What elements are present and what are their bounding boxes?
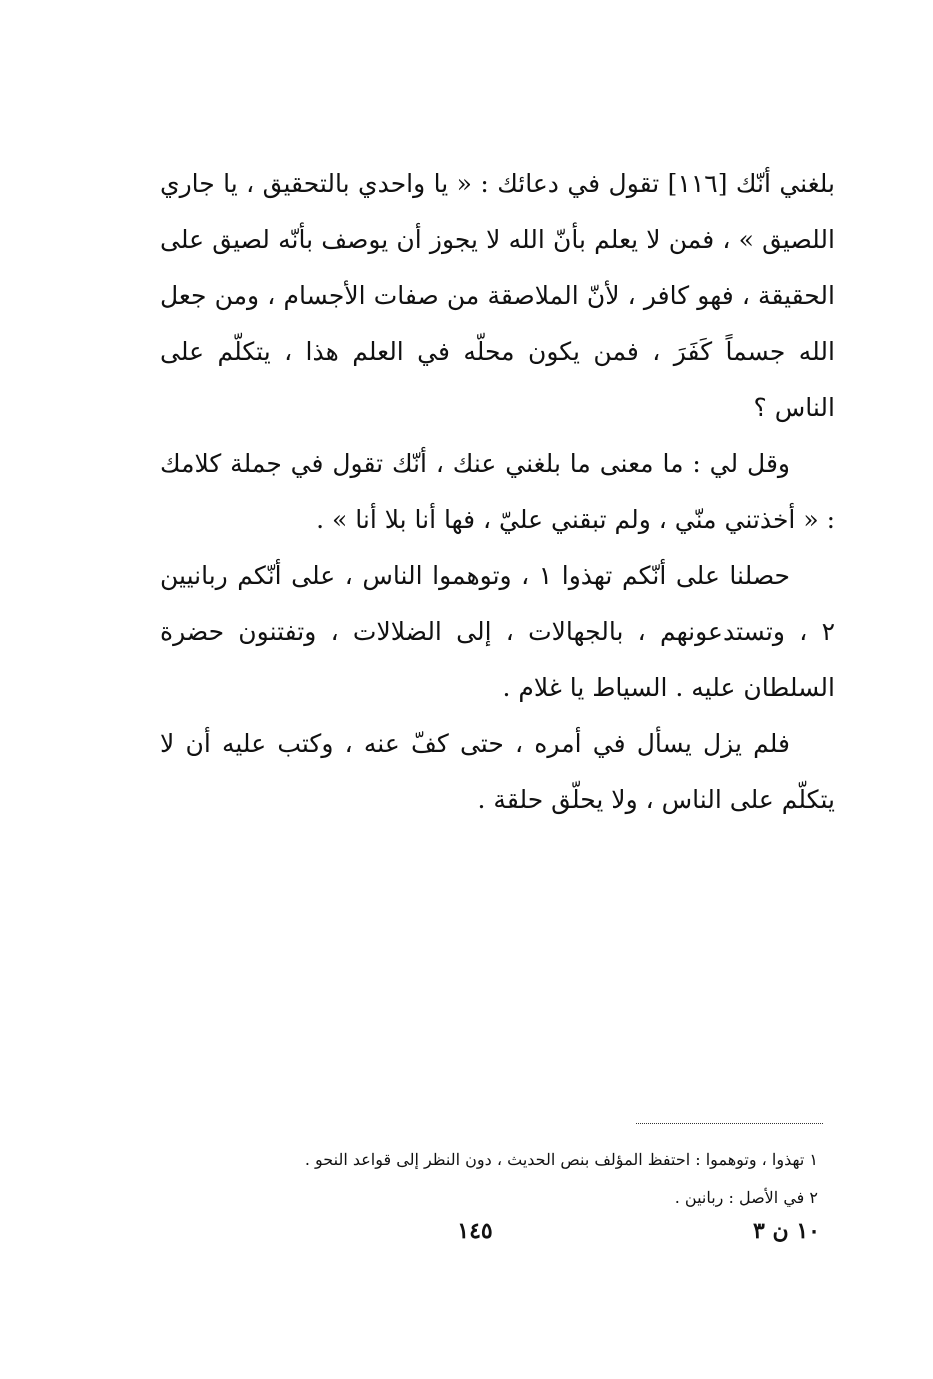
footnotes: [160, 1141, 818, 1217]
paragraph-3: حصلنا على أنّكم تهذوا ١ ، وتوهموا الناس ، على أنّكم ربانيين ٢ ، وتستدعونهم ، بالجهالات ، إلى الضلالات ، وتفتنون حضرة السلطان عليه . السياط يا غلام .: [160, 561, 835, 702]
paragraph-1: بلغني أنّك [١١٦] تقول في دعائك : « يا واحدي بالتحقيق ، يا جاري اللصيق » ، فمن لا يعلم بأنّ الله لا يجوز أن يوصف بأنّه لصيق على الحقيقة ، فهو كافر ، لأنّ الملاصقة من صفات الأجسام ، ومن جعل الله جسماً كَفَرَ ، فمن يكون محلّه في العلم هذا ، يتكلّم على الناس ؟: [160, 169, 836, 422]
main-text: [160, 156, 835, 828]
footnote-1: ١ تهذوا ، وتوهموا : احتفظ المؤلف بنص الحديث ، دون النظر إلى قواعد النحو .: [304, 1150, 818, 1169]
paragraph-2: وقل لي : ما معنى ما بلغني عنك ، أنّك تقول في جملة كلامك : « أخذتني منّي ، ولم تبقني عليّ ، فها أنا بلا أنا » .: [160, 449, 835, 534]
signature-mark: ١٠ ن ٣: [753, 1218, 820, 1244]
paragraph-4: فلم يزل يسأل في أمره ، حتى كفّ عنه ، وكتب عليه أن لا يتكلّم على الناس ، ولا يحلّق حلقة .: [160, 729, 835, 814]
footnote-2: ٢ في الأصل : ربانين .: [674, 1188, 818, 1207]
page-number: ١٤٥: [457, 1218, 493, 1244]
footnote-divider: [636, 1123, 823, 1124]
